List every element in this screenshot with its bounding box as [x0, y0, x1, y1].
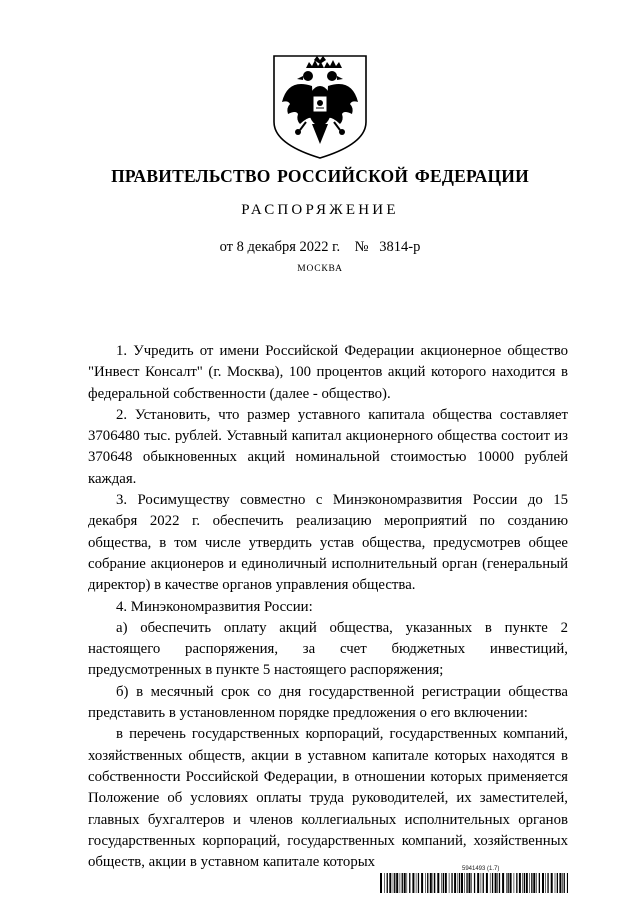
paragraph: а) обеспечить оплату акций общества, указанных в пункте 2 настоящего распоряжения, за счет бюджетных инвестиций, предусмотренных в пункте 5 настоящего распоряжения; [88, 619, 568, 679]
document-body [88, 341, 568, 873]
number-sign: № [354, 239, 369, 255]
barcode [380, 873, 568, 893]
paragraph: 1. Учредить от имени Российской Федерации акционерное общество "Инвест Консалт" (г. Москва), 100 процентов акций которого находится в федеральной собственности (далее - общество). [88, 343, 568, 402]
city-name: МОСКВА [297, 264, 343, 274]
document-type: РАСПОРЯЖЕНИЕ [241, 202, 399, 218]
paragraph: 2. Установить, что размер уставного капитала общества составляет 3706480 тыс. рублей. Уставный капитал акционерного общества состоит из 370648 обыкновенных акций номинальной стоимостью 10000 рублей каждая. [88, 406, 568, 487]
paragraph: б) в месячный срок со дня государственной регистрации общества представить в установленном порядке предложения о его включении: [88, 683, 568, 722]
document-code: 5941493 (1.7) [462, 866, 500, 872]
government-title: ПРАВИТЕЛЬСТВО РОССИЙСКОЙ ФЕДЕРАЦИИ [111, 166, 529, 186]
document-date: от 8 декабря 2022 г. [219, 239, 341, 255]
paragraph: 3. Росимуществу совместно с Минэкономразвития России до 15 декабря 2022 г. обеспечить реализацию мероприятий по созданию общества, в том числе утвердить устав общества, предусмотрев общее собрание акционеров и единоличный исполнительный орган (генеральный директор) в качестве органов управления общества. [88, 492, 568, 594]
paragraph: 4. Минэкономразвития России: [116, 598, 313, 615]
document-meta [0, 239, 640, 256]
paragraph: в перечень государственных корпораций, государственных компаний, хозяйственных обществ, акции в уставном капитале которых находятся в собственности Российской Федерации, в отношении которых применяется Положение об условиях оплаты труда руководителей, их заместителей, главных бухгалтеров и членов коллегиальных исполнительных органов государственных корпораций, государственных компаний, хозяйственных обществ, акции в уставном капитале которых [88, 726, 568, 871]
coat-of-arms-emblem [268, 52, 372, 162]
document-number: 3814-р [379, 239, 421, 255]
